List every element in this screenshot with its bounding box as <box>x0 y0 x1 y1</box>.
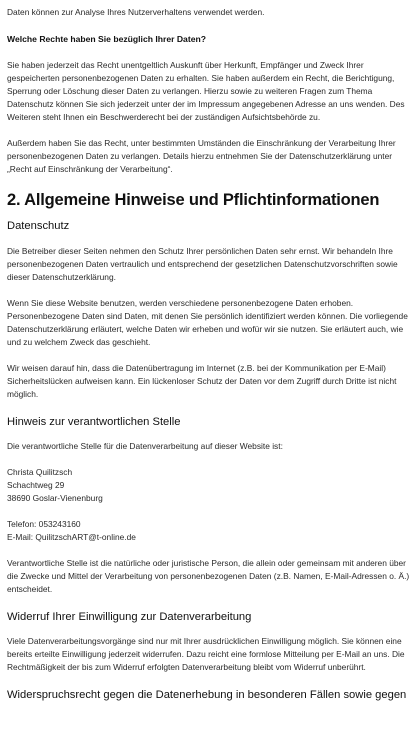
datenschutz-paragraph-1: Die Betreiber dieser Seiten nehmen den Schutz Ihrer persönlichen Daten sehr ernst. Wir behandeln Ihre personenbezogenen Daten vertraulich und entsprechend der gesetzlichen Datenschutzvorschriften sowie dieser Datenschutzerklärung. <box>7 246 398 282</box>
consent-withdrawal-paragraph: Viele Datenverarbeitungsvorgänge sind nur mit Ihrer ausdrücklichen Einwilligung möglich. Sie können eine bereits erteilte Einwilligung jederzeit widerrufen. Dazu reicht eine formlose Mitteilung per E-Mail an uns. Die Rechtmäßigkeit der bis zum Widerruf erfolgten Datenverarbeitung bleibt vom Widerruf unberührt. <box>7 636 405 672</box>
rights-paragraph-1: Sie haben jederzeit das Recht unentgeltlich Auskunft über Herkunft, Empfänger und Zweck Ihrer gespeicherten personenbezogenen Daten zu erhalten. Sie haben außerdem ein Recht, die Berichtigung, Sperrung oder Löschung dieser Daten zu verlangen. Hierzu sowie zu weiteren Fragen zum Thema Datenschutz können Sie sich jederzeit unter der im Impressum angegebenen Adresse an uns wenden. Des Weiteren steht Ihnen ein Beschwerderecht bei der zuständigen Aufsichtsbehörde zu. <box>7 60 405 122</box>
objection-right-heading: Widerspruchsrecht gegen die Datenerhebung in besonderen Fällen sowie gegen <box>7 689 407 701</box>
document-body <box>7 6 410 702</box>
contact-email: E-Mail: QuilitzschART@t-online.de <box>7 532 136 542</box>
datenschutz-paragraph-3: Wir weisen darauf hin, dass die Datenübertragung im Internet (z.B. bei der Kommunikation per E-Mail) Sicherheitslücken aufweisen kann. Ein lückenloser Schutz der Daten vor dem Zugriff durch Dritte ist nicht möglich. <box>7 363 397 399</box>
section-2-heading: 2. Allgemeine Hinweise und Pflichtinformationen <box>7 191 380 209</box>
rights-heading: Welche Rechte haben Sie bezüglich Ihrer Daten? <box>7 34 206 44</box>
datenschutz-heading: Datenschutz <box>7 220 70 232</box>
contact-name: Christa Quilitzsch <box>7 467 73 477</box>
contact-street: Schachtweg 29 <box>7 480 65 490</box>
responsible-party-paragraph: Verantwortliche Stelle ist die natürliche oder juristische Person, die allein oder gemeinsam mit anderen über die Zwecke und Mittel der Verarbeitung von personenbezogenen Daten (z.B. Namen, E-Mail-Adressen o. Ä.) entscheidet. <box>7 558 410 594</box>
rights-paragraph-2: Außerdem haben Sie das Recht, unter bestimmten Umständen die Einschränkung der Verarbeitung Ihrer personenbezogenen Daten zu verlangen. Details hierzu entnehmen Sie der Datenschutzerklärung unter „Recht auf Einschränkung der Verarbeitung“. <box>7 138 396 174</box>
responsible-party-heading: Hinweis zur verantwortlichen Stelle <box>7 416 181 428</box>
contact-block <box>7 466 410 544</box>
contact-city: 38690 Goslar-Vienenburg <box>7 493 103 503</box>
contact-phone: Telefon: 053243160 <box>7 519 81 529</box>
consent-withdrawal-heading: Widerruf Ihrer Einwilligung zur Datenverarbeitung <box>7 611 252 623</box>
intro-tail-text: Daten können zur Analyse Ihres Nutzerverhaltens verwendet werden. <box>7 7 265 17</box>
responsible-party-intro: Die verantwortliche Stelle für die Datenverarbeitung auf dieser Website ist: <box>7 441 283 451</box>
datenschutz-paragraph-2: Wenn Sie diese Website benutzen, werden verschiedene personenbezogene Daten erhoben. Personenbezogene Daten sind Daten, mit denen Sie persönlich identifiziert werden können. Die vorliegende Datenschutzerklärung erläutert, welche Daten wir erheben und wofür wir sie nutzen. Sie erläutert auch, wie und zu welchem Zweck das geschieht. <box>7 298 408 347</box>
objection-heading-wrapper <box>7 688 410 702</box>
